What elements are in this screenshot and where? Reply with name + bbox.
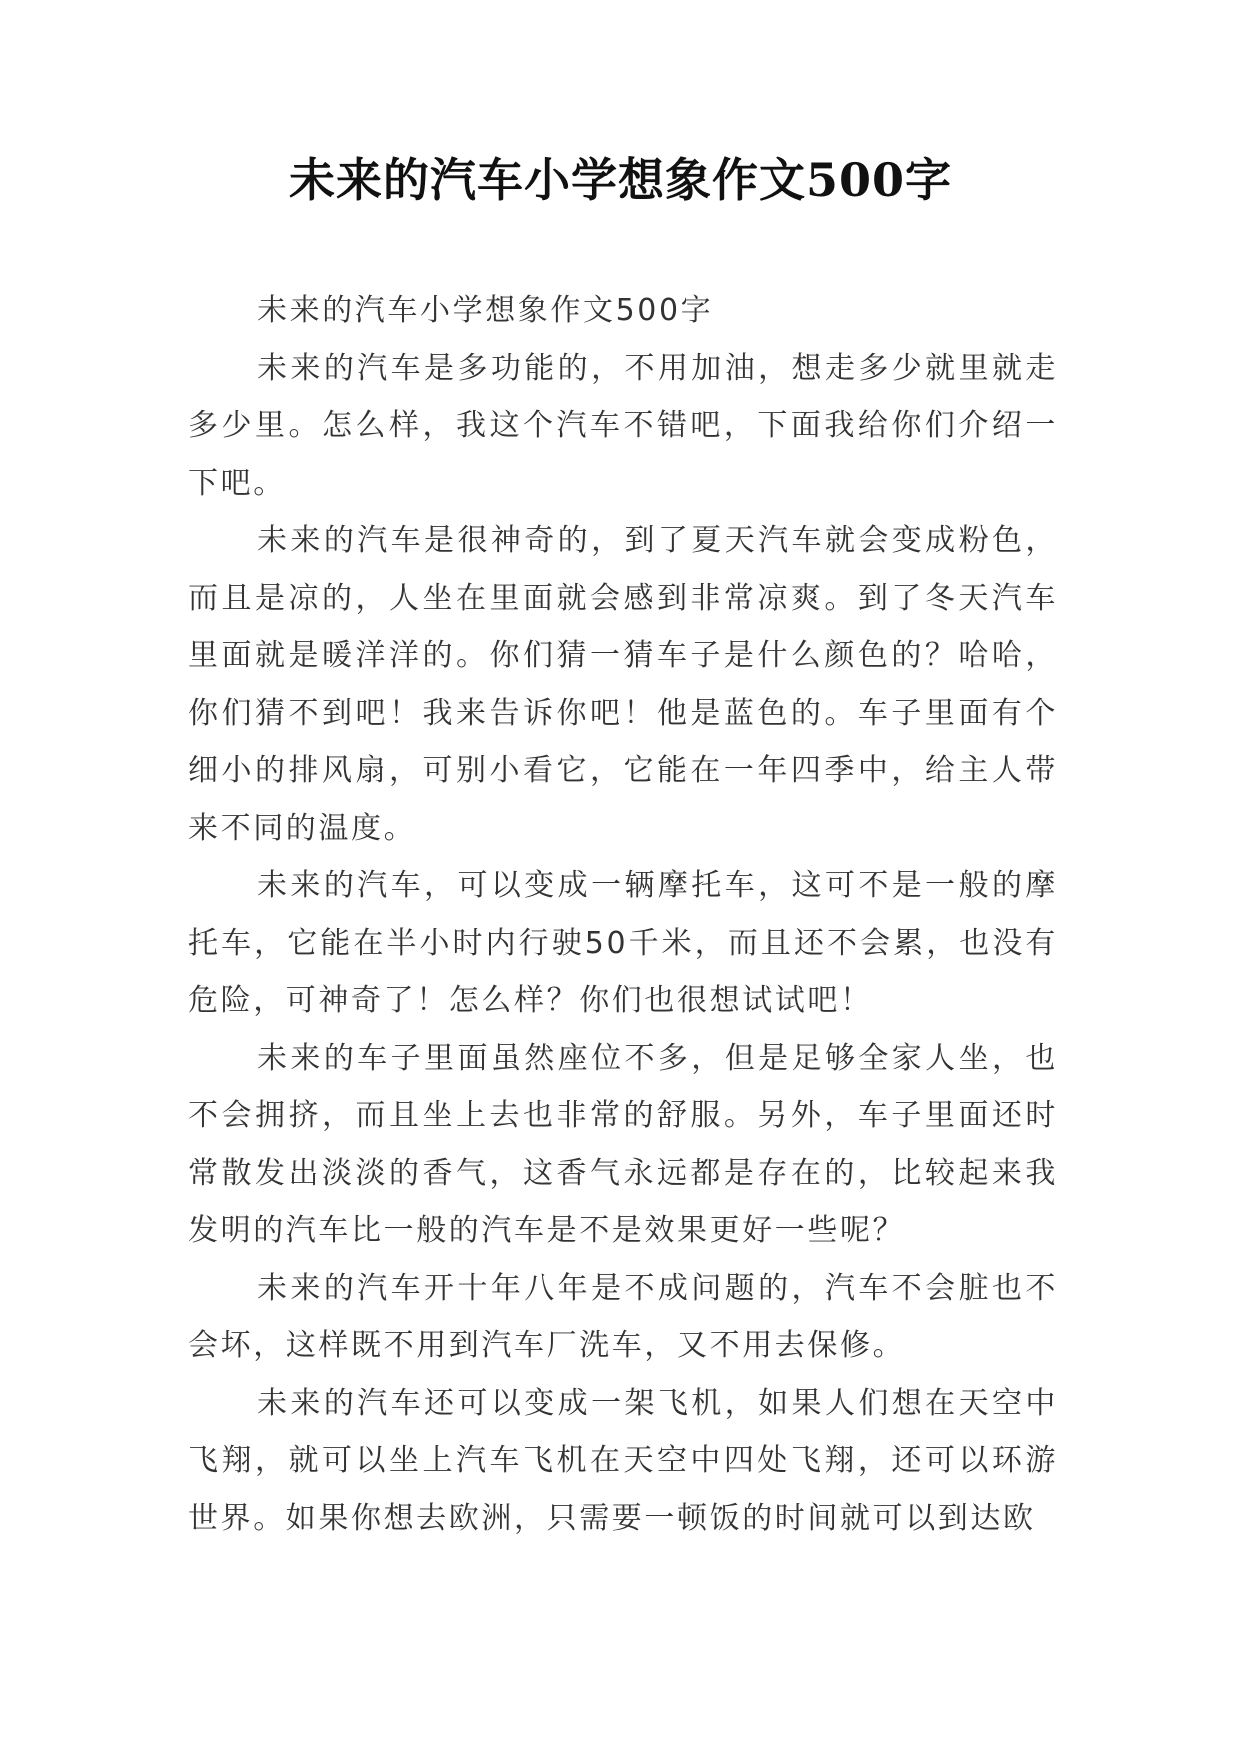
- paragraph: 未来的汽车还可以变成一架飞机，如果人们想在天空中飞翔，就可以坐上汽车飞机在天空中四处飞翔，还可以环游世界。如果你想去欧洲，只需要一顿饭的时间就可以到达欧: [188, 1385, 1058, 1536]
- paragraph: 未来的汽车，可以变成一辆摩托车，这可不是一般的摩托车，它能在半小时内行驶50千米，而且还不会累，也没有危险，可神奇了！怎么样？你们也很想试试吧！: [188, 868, 1058, 1018]
- document-title: 未来的汽车小学想象作文500字: [288, 153, 953, 207]
- paragraph: 未来的汽车是很神奇的，到了夏天汽车就会变成粉色，而且是凉的，人坐在里面就会感到非常凉爽。到了冬天汽车里面就是暖洋洋的。你们猜一猜车子是什么颜色的？哈哈，你们猜不到吧！我来告诉你吧！他是蓝色的。车子里面有个细小的排风扇，可别小看它，它能在一年四季中，给主人带来不同的温度。: [188, 523, 1058, 846]
- paragraph: 未来的汽车开十年八年是不成问题的，汽车不会脏也不会坏，这样既不用到汽车厂洗车，又不用去保修。: [188, 1270, 1058, 1363]
- paragraph: 未来的车子里面虽然座位不多，但是足够全家人坐，也不会拥挤，而且坐上去也非常的舒服。另外，车子里面还时常散发出淡淡的香气，这香气永远都是存在的，比较起来我发明的汽车比一般的汽车是不是效果更好一些呢？: [188, 1040, 1058, 1248]
- paragraph: 未来的汽车小学想象作文500字: [257, 293, 714, 328]
- document-body: [188, 282, 1058, 1547]
- paragraph: 未来的汽车是多功能的，不用加油，想走多少就里就走多少里。怎么样，我这个汽车不错吧，下面我给你们介绍一下吧。: [188, 350, 1058, 501]
